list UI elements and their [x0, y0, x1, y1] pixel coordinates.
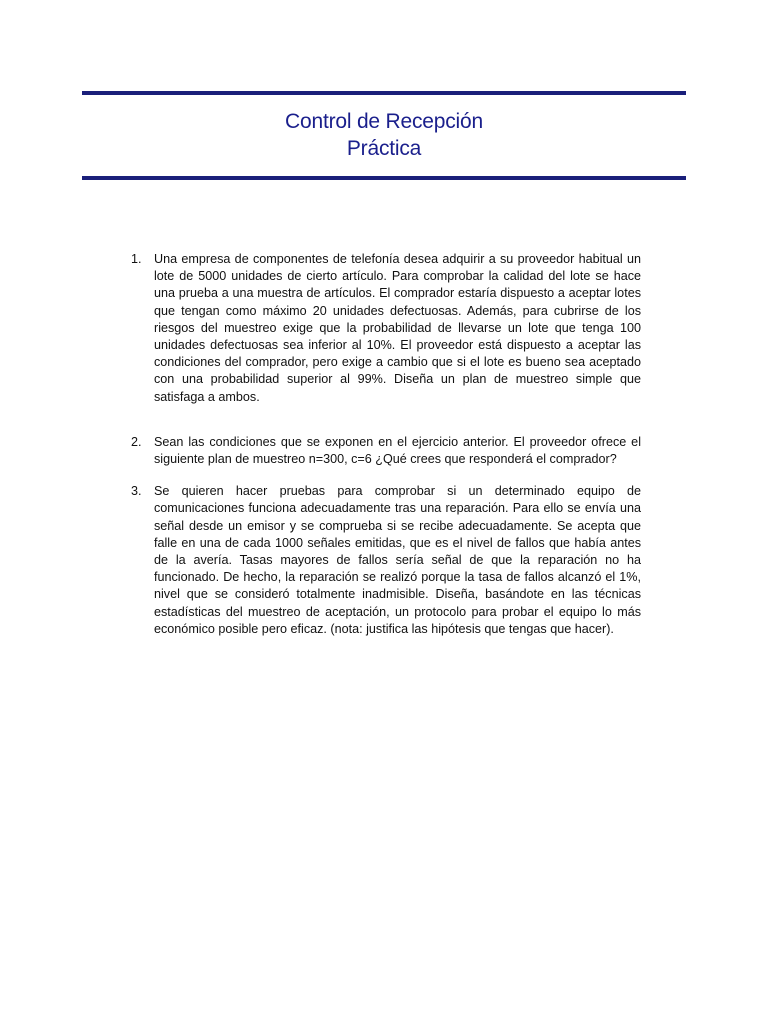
page-title — [82, 108, 686, 162]
exercise-number: 1. — [131, 252, 142, 266]
title-line-1: Control de Recepción — [285, 110, 483, 133]
exercise-item-1 — [131, 251, 641, 406]
exercise-item-3 — [131, 483, 641, 638]
exercise-number: 2. — [131, 434, 142, 449]
exercise-item-2 — [131, 434, 641, 468]
exercise-text: Se quieren hacer pruebas para comprobar si un determinado equipo de comunicaciones funciona adecuadamente tras una reparación. Para ello se envía una señal desde un emisor y se comprueba si se recibe adecuadamente. Se acepta que falle en una de cada 1000 señales emitidas, que es el nivel de fallos que había antes de la avería. Tasas mayores de fallos sería señal de que la reparación no ha funcionado. De hecho, la reparación se realizó porque la tasa de fallos alcanzó el 1%, nivel que se consideró totalmente inadmisible. Diseña, basándote en las técnicas estadísticas del muestreo de aceptación, un protocolo para probar el equipo lo más económico posible pero eficaz. (nota: justifica las hipótesis que tengas que hacer). — [154, 484, 641, 636]
exercise-number: 3. — [131, 484, 142, 499]
title-line-2: Práctica — [346, 137, 422, 160]
header-bottom-rule — [82, 176, 686, 180]
header-top-rule — [82, 91, 686, 95]
exercise-text: Sean las condiciones que se exponen en el ejercicio anterior. El proveedor ofrece el siguiente plan de muestreo n=300, c=6 ¿Qué crees que responderá el comprador? — [154, 434, 641, 467]
exercise-text: Una empresa de componentes de telefonía desea adquirir a su proveedor habitual un lote de 5000 unidades de cierto artículo. Para comprobar la calidad del lote se hace una prueba a una muestra de artículos. El comprador estaría dispuesto a aceptar lotes que tengan como máximo 20 unidades defectuosas. Además, para cubrirse de los riesgos del muestreo exige que la probabilidad de llevarse un lote que tenga 100 unidades defectuosas sea inferior al 10%. El proveedor está dispuesto a aceptar las condiciones del comprador, pero exige a cambio que si el lote es bueno sea aceptado con una probabilidad superior al 99%. Diseña un plan de muestreo simple que satisfaga a ambos. — [154, 252, 641, 404]
exercise-list — [131, 251, 641, 638]
